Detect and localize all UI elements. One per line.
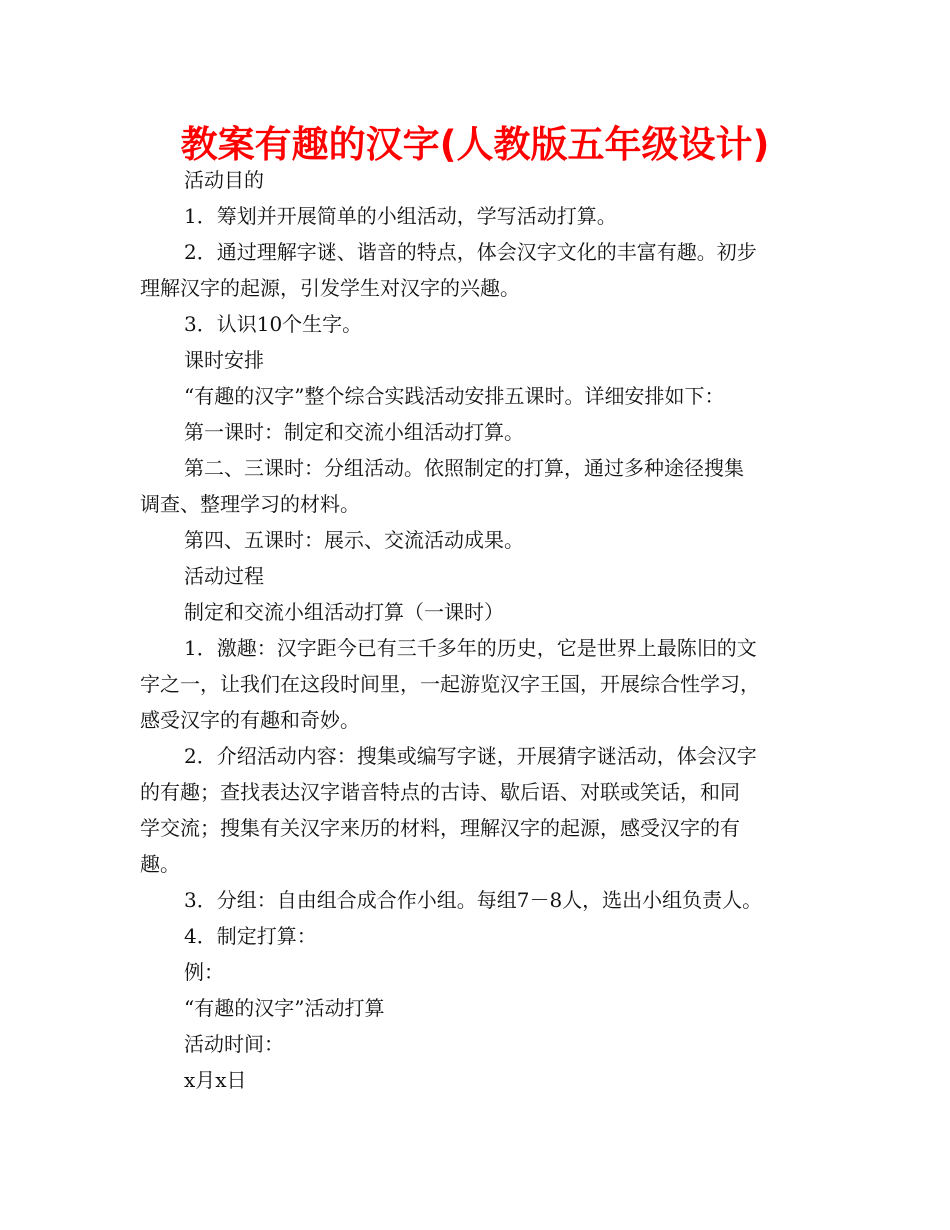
- paragraph-line: x月x日: [184, 1068, 247, 1092]
- paragraph-line: 第一课时：制定和交流小组活动打算。: [184, 420, 524, 444]
- paragraph-line: 理解汉字的起源，引发学生对汉字的兴趣。: [140, 276, 520, 300]
- paragraph-line: 感受汉字的有趣和奇妙。: [140, 708, 360, 732]
- paragraph: [140, 342, 815, 378]
- paragraph: [140, 522, 815, 558]
- paragraph-line: 调查、整理学习的材料。: [140, 492, 360, 516]
- paragraph: [140, 450, 815, 522]
- paragraph: [140, 1026, 815, 1062]
- paragraph: [140, 594, 815, 630]
- paragraph: [140, 630, 815, 738]
- paragraph: [140, 1062, 815, 1098]
- paragraph: [140, 738, 815, 882]
- paragraph: [140, 234, 815, 306]
- paragraph: [140, 378, 815, 414]
- paragraph-line: 2．介绍活动内容：搜集或编写字谜，开展猜字谜活动，体会汉字: [184, 744, 757, 768]
- paragraph-line: 1．筹划并开展简单的小组活动，学写活动打算。: [184, 204, 617, 228]
- paragraph-line: 活动目的: [184, 168, 264, 192]
- paragraph-line: 1．激趣：汉字距今已有三千多年的历史，它是世界上最陈旧的文: [184, 636, 757, 660]
- paragraph-line: 例：: [184, 960, 224, 984]
- paragraph: [140, 882, 815, 918]
- paragraph-line: 制定和交流小组活动打算（一课时）: [184, 600, 504, 624]
- paragraph-line: 的有趣；查找表达汉字谐音特点的古诗、歇后语、对联或笑话，和同: [140, 780, 740, 804]
- document-title: 教案有趣的汉字(人教版五年级设计): [180, 123, 770, 166]
- paragraph: [140, 990, 815, 1026]
- paragraph-line: 2．通过理解字谜、谐音的特点，体会汉字文化的丰富有趣。初步: [184, 240, 757, 264]
- paragraph-line: 活动过程: [184, 564, 264, 588]
- paragraph: [140, 558, 815, 594]
- paragraph: [140, 918, 815, 954]
- paragraph: [140, 306, 815, 342]
- paragraph-line: 4．制定打算：: [184, 924, 317, 948]
- paragraph: [140, 198, 815, 234]
- paragraph-line: 第二、三课时：分组活动。依照制定的打算，通过多种途径搜集: [184, 456, 744, 480]
- paragraph-line: 课时安排: [184, 348, 264, 372]
- paragraph-line: 活动时间：: [184, 1032, 284, 1056]
- paragraph-line: 趣。: [140, 852, 180, 876]
- paragraph: [140, 414, 815, 450]
- paragraph-line: 3．分组：自由组合成合作小组。每组7－8人，选出小组负责人。: [184, 888, 763, 912]
- document-body: [140, 162, 815, 1098]
- paragraph-line: “有趣的汉字”整个综合实践活动安排五课时。详细安排如下：: [184, 384, 725, 408]
- paragraph: [140, 162, 815, 198]
- paragraph: [140, 954, 815, 990]
- paragraph-line: 第四、五课时：展示、交流活动成果。: [184, 528, 524, 552]
- paragraph-line: 字之一，让我们在这段时间里，一起游览汉字王国，开展综合性学习，: [140, 672, 760, 696]
- paragraph-line: 学交流；搜集有关汉字来历的材料，理解汉字的起源，感受汉字的有: [140, 816, 740, 840]
- paragraph-line: 3．认识10个生字。: [184, 312, 363, 336]
- paragraph-line: “有趣的汉字”活动打算: [184, 996, 385, 1020]
